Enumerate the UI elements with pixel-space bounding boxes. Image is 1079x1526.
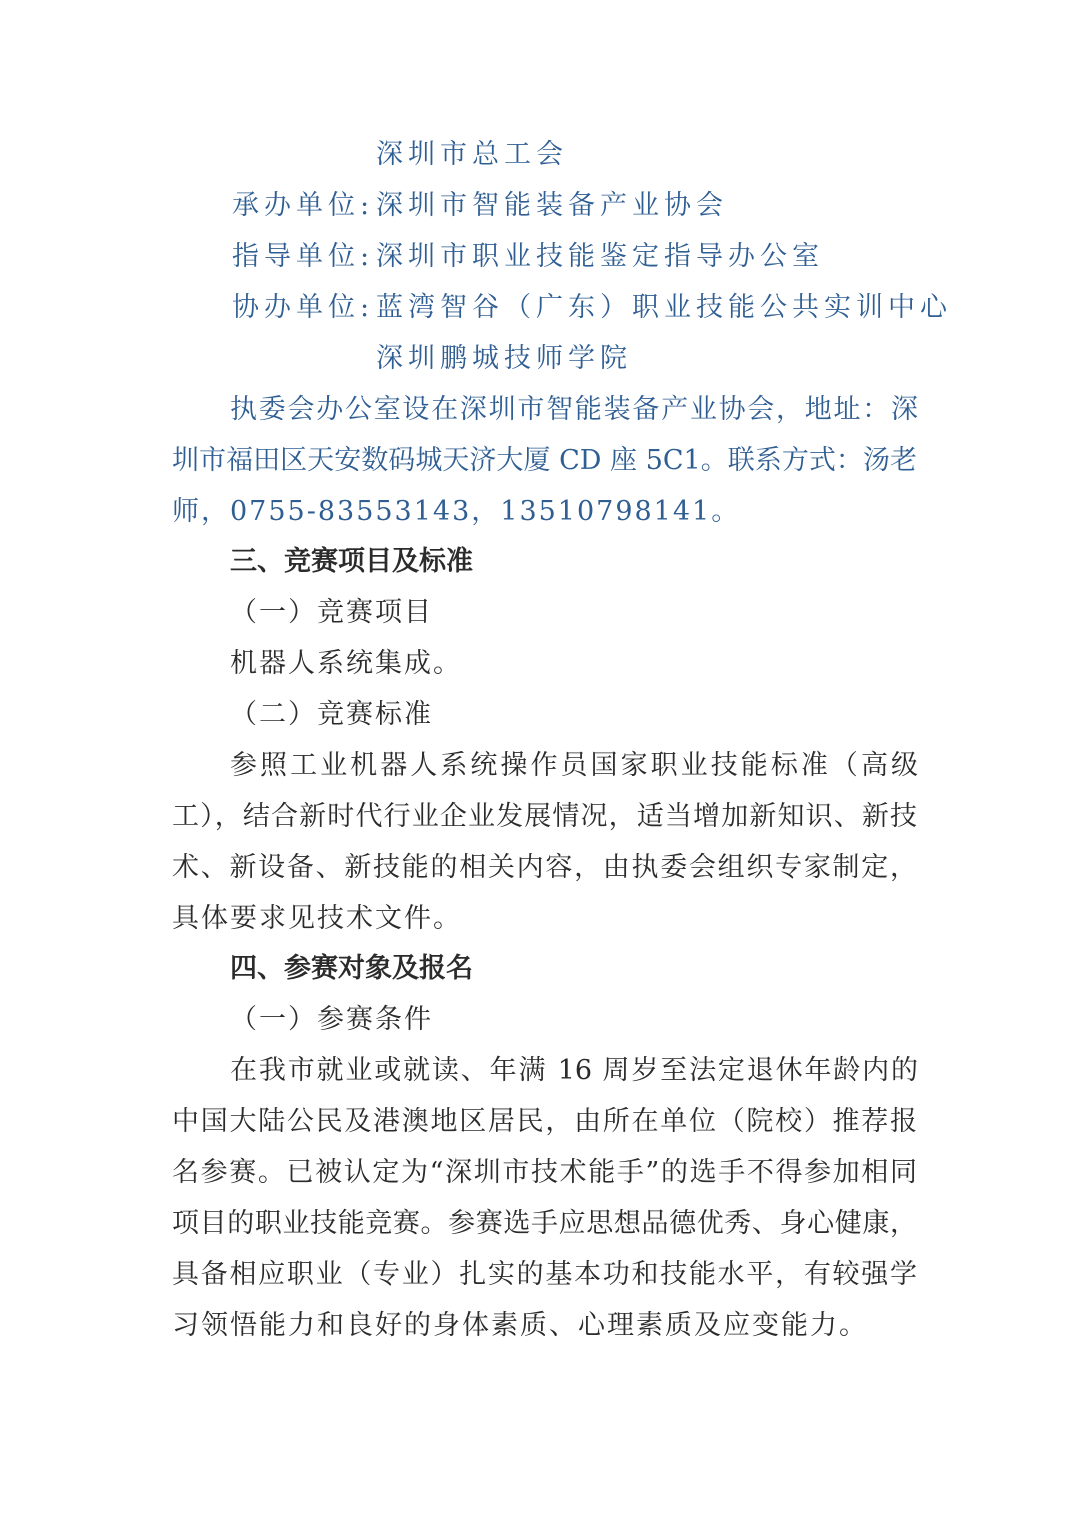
undertaker-label: 承办单位:	[232, 190, 375, 221]
section-4-sub1-heading: （一）参赛条件	[230, 1004, 433, 1035]
assist-value-2: 深圳鹏城技师学院	[376, 343, 632, 374]
section-3-sub2-line-3: 术、新设备、新技能的相关内容，由执委会组织专家制定，	[172, 852, 917, 883]
section-4-sub1-line-4: 项目的职业技能竞赛。参赛选手应思想品德优秀、身心健康，	[172, 1208, 917, 1239]
section-3-sub2-line-1: 参照工业机器人系统操作员国家职业技能标准（高级	[230, 750, 918, 781]
section-3-sub2-line-2: 工），结合新时代行业企业发展情况，适当增加新知识、新技	[172, 801, 917, 832]
guidance-label: 指导单位:	[232, 241, 375, 272]
assist-label: 协办单位:	[232, 292, 375, 323]
section-3-heading: 三、竞赛项目及标准	[230, 546, 473, 577]
office-paragraph-line-1: 执委会办公室设在深圳市智能装备产业协会，地址：深	[230, 394, 918, 425]
section-3-sub1-text: 机器人系统集成。	[230, 648, 462, 679]
section-4-sub1-line-2: 中国大陆公民及港澳地区居民，由所在单位（院校）推荐报	[172, 1106, 917, 1137]
section-3-sub2-heading: （二）竞赛标准	[230, 699, 433, 730]
section-4-sub1-line-3: 名参赛。已被认定为“深圳市技术能手”的选手不得参加相同	[172, 1157, 917, 1188]
host-unit-continued: 深圳市总工会	[376, 139, 568, 170]
section-4-sub1-line-6: 习领悟能力和良好的身体素质、心理素质及应变能力。	[172, 1310, 868, 1341]
undertaker-value: 深圳市智能装备产业协会	[376, 190, 728, 221]
section-4-heading: 四、参赛对象及报名	[230, 953, 473, 984]
section-4-sub1-line-1: 在我市就业或就读、年满 16 周岁至法定退休年龄内的	[230, 1055, 918, 1086]
section-4-sub1-line-5: 具备相应职业（专业）扎实的基本功和技能水平，有较强学	[172, 1259, 917, 1290]
section-3-sub2-line-4: 具体要求见技术文件。	[172, 903, 462, 934]
assist-value-1: 蓝湾智谷（广东）职业技能公共实训中心	[376, 292, 952, 323]
office-paragraph-line-2: 圳市福田区天安数码城天济大厦 CD 座 5C1。联系方式：汤老	[172, 445, 917, 476]
office-paragraph-line-3: 师，0755-83553143，13510798141。	[172, 496, 741, 527]
guidance-value: 深圳市职业技能鉴定指导办公室	[376, 241, 824, 272]
section-3-sub1-heading: （一）竞赛项目	[230, 597, 433, 628]
